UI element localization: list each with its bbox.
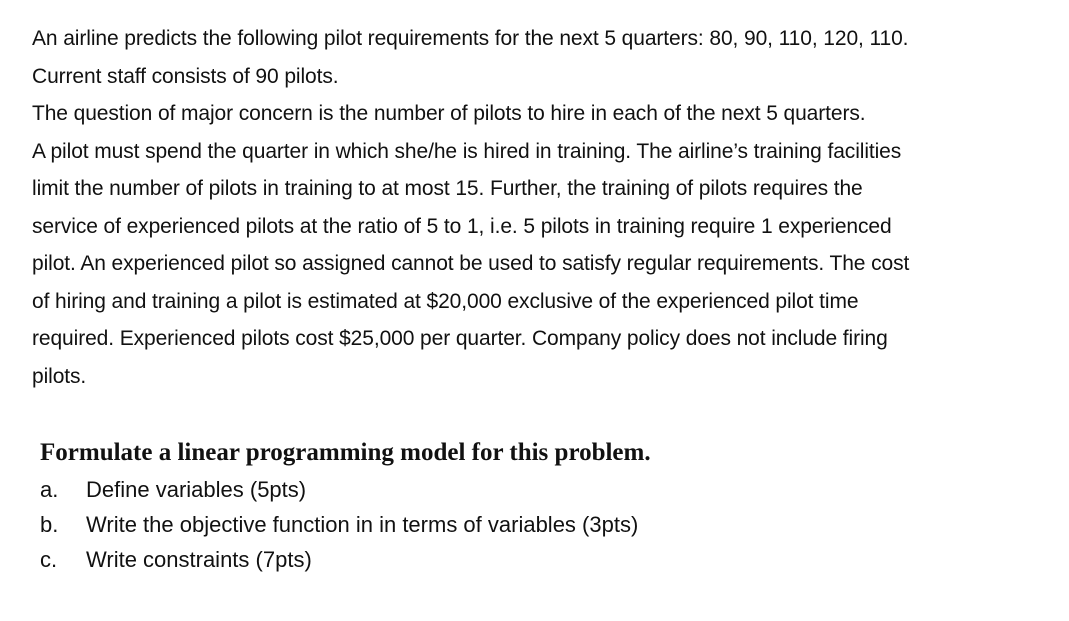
- problem-line: A pilot must spend the quarter in which she/he is hired in training. The airline’s training facilities: [32, 139, 902, 163]
- problem-line: of hiring and training a pilot is estimated at $20,000 exclusive of the experienced pilot time: [32, 289, 859, 313]
- list-item-text: Write constraints (7pts): [86, 547, 312, 572]
- problem-statement: [32, 20, 1062, 395]
- problem-line: limit the number of pilots in training to at most 15. Further, the training of pilots requires the: [32, 177, 863, 200]
- list-marker: c.: [40, 547, 58, 572]
- task-heading: Formulate a linear programming model for this problem.: [40, 439, 651, 466]
- list-marker: b.: [40, 512, 59, 537]
- problem-line: pilot. An experienced pilot so assigned cannot be used to satisfy regular requirements. The cost: [32, 252, 910, 275]
- problem-line: An airline predicts the following pilot requirements for the next 5 quarters: 80, 90, 110, 120, 110.: [32, 27, 909, 50]
- list-item-text: Write the objective function in in terms of variables (3pts): [86, 512, 639, 537]
- list-item-text: Define variables (5pts): [86, 477, 307, 502]
- problem-line: required. Experienced pilots cost $25,000 per quarter. Company policy does not include firing: [32, 327, 888, 350]
- problem-line: service of experienced pilots at the ratio of 5 to 1, i.e. 5 pilots in training require 1 experienced: [32, 214, 892, 238]
- problem-line: Current staff consists of 90 pilots.: [32, 64, 339, 88]
- problem-line: pilots.: [32, 364, 87, 388]
- list-marker: a.: [40, 477, 59, 502]
- problem-line: The question of major concern is the number of pilots to hire in each of the next 5 quarters.: [32, 102, 866, 125]
